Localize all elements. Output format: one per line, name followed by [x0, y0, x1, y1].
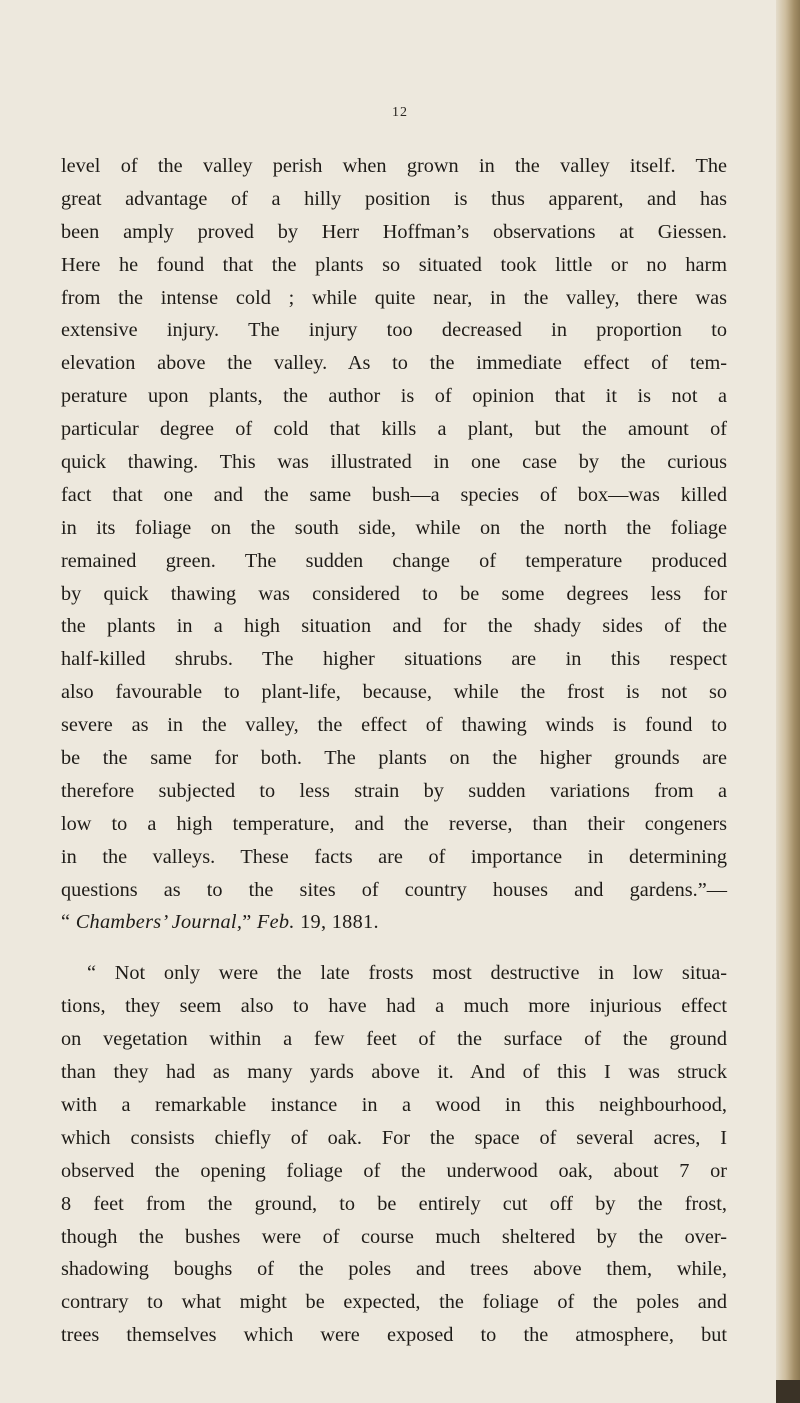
- text-line: great advantage of a hilly position is thus apparent, and has: [61, 187, 727, 210]
- text-line: from the intense cold ; while quite near, in the valley, there was: [61, 286, 727, 309]
- text-line: therefore subjected to less strain by sudden variations from a: [61, 779, 727, 802]
- text-line: by quick thawing was considered to be some degrees less for: [61, 582, 727, 605]
- text-line: low to a high temperature, and the reverse, than their congeners: [61, 812, 727, 835]
- citation-date: 19, 1881.: [300, 911, 379, 934]
- text-line: trees themselves which were exposed to the atmosphere, but: [61, 1324, 727, 1347]
- text-line: tions, they seem also to have had a much more injurious effect: [61, 995, 727, 1018]
- citation-open-quote: “: [61, 911, 71, 934]
- body-text: [61, 150, 727, 1352]
- text-line: level of the valley perish when grown in the valley itself. The: [61, 155, 727, 177]
- text-line: the plants in a high situation and for the shady sides of the: [61, 615, 727, 638]
- text-line: in the valleys. These facts are of importance in determining: [61, 845, 727, 868]
- text-line: severe as in the valley, the effect of thawing winds is found to: [61, 714, 727, 737]
- text-line: observed the opening foliage of the underwood oak, about 7 or: [61, 1159, 727, 1182]
- text-line: Here he found that the plants so situated took little or no harm: [61, 253, 727, 276]
- text-line: with a remarkable instance in a wood in this neighbourhood,: [61, 1093, 727, 1116]
- paragraph-1: [61, 150, 727, 939]
- text-line: be the same for both. The plants on the higher grounds are: [61, 747, 727, 770]
- citation-month: Feb.: [256, 911, 295, 934]
- text-line: contrary to what might be expected, the foliage of the poles and: [61, 1291, 727, 1314]
- text-line: elevation above the valley. As to the immediate effect of tem-: [61, 352, 727, 375]
- text-line: fact that one and the same bush—a species of box—was killed: [61, 483, 727, 506]
- text-line: been amply proved by Herr Hoffman’s observations at Giessen.: [61, 220, 727, 243]
- text-line: extensive injury. The injury too decreased in proportion to: [61, 319, 727, 342]
- citation-close-quote: ”: [242, 911, 252, 934]
- text-line: “ Not only were the late frosts most destructive in low situa-: [87, 962, 727, 985]
- text-line: quick thawing. This was illustrated in one case by the curious: [61, 451, 727, 474]
- text-line: in its foliage on the south side, while on the north the foliage: [61, 516, 727, 539]
- text-line: perature upon plants, the author is of opinion that it is not a: [61, 385, 727, 408]
- text-line: though the bushes were of course much sheltered by the over-: [61, 1225, 727, 1248]
- text-line: shadowing boughs of the poles and trees above them, while,: [61, 1258, 727, 1281]
- text-line: particular degree of cold that kills a plant, but the amount of: [61, 418, 727, 441]
- text-line: half-killed shrubs. The higher situations are in this respect: [61, 648, 727, 671]
- text-line: questions as to the sites of country houses and gardens.”—: [61, 878, 727, 901]
- citation-line: [61, 906, 727, 939]
- text-line: which consists chiefly of oak. For the space of several acres, I: [61, 1126, 727, 1149]
- paragraph-2: [61, 957, 727, 1352]
- page-edge-shadow: [776, 1380, 800, 1403]
- text-line: also favourable to plant-life, because, while the frost is not so: [61, 681, 727, 704]
- text-line: remained green. The sudden change of temperature produced: [61, 549, 727, 572]
- page-number: 12: [392, 105, 408, 120]
- citation-journal: Chambers’ Journal,: [75, 911, 243, 934]
- text-line: 8 feet from the ground, to be entirely cut off by the frost,: [61, 1192, 727, 1215]
- page-edge: [776, 0, 800, 1403]
- text-line: than they had as many yards above it. And of this I was struck: [61, 1061, 727, 1084]
- text-line: on vegetation within a few feet of the surface of the ground: [61, 1028, 727, 1051]
